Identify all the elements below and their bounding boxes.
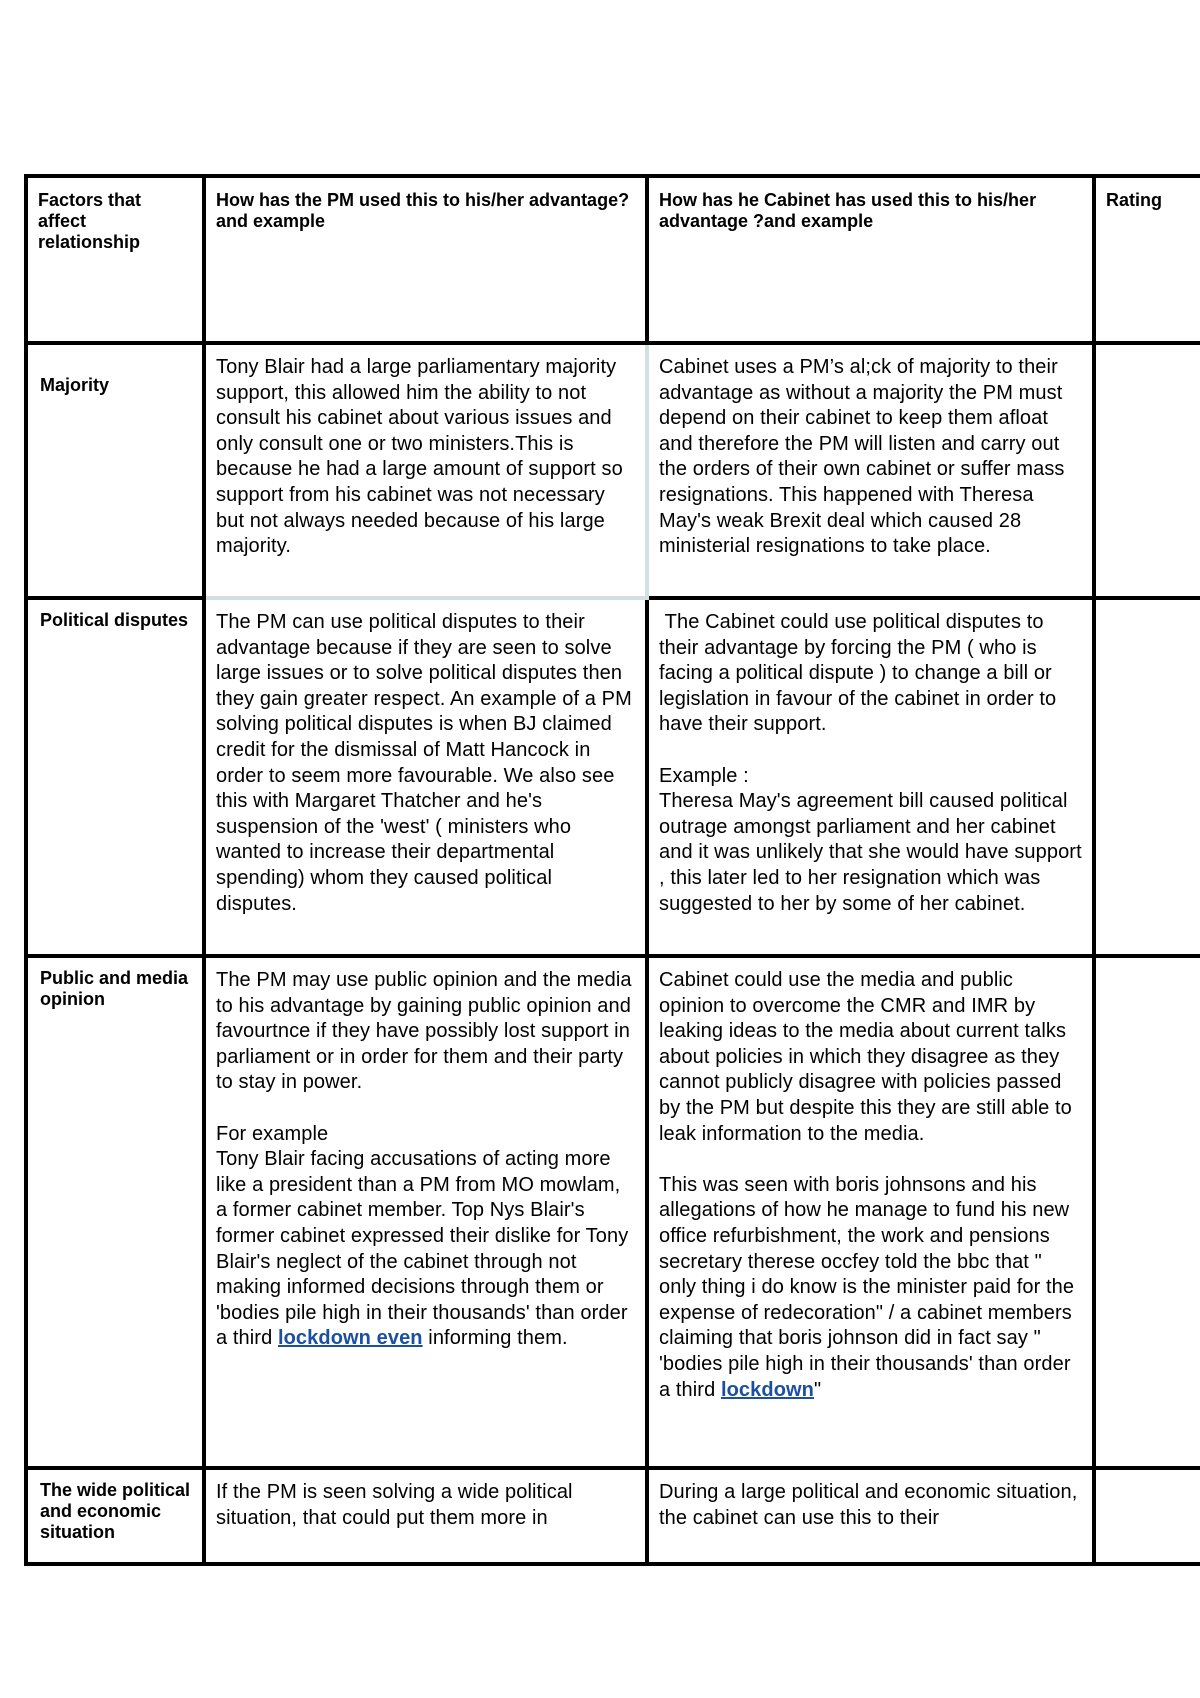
header-factors: Factors that affect relationship [26, 176, 204, 343]
pm-cell: Tony Blair had a large parliamentary majority support, this allowed him the ability to not consult his cabinet about various issues and only consult one or two ministers.This is because he had a large amount of support so support from his cabinet was not necessary but not always needed because of his large majority. [204, 343, 647, 598]
rating-cell [1094, 1468, 1200, 1564]
cabinet-text: Cabinet could use the media and public opinion to overcome the CMR and IMR by leaking ideas to the media about current talks about policies in which they disagree as they cannot publicly disagree with policies passed by the PM but despite this they are still able to leak information to the media. This was seen with boris johnsons and his allegations of how he manage to fund his new office refurbishment, the work and pensions secretary therese occfey told the bbc that " only thing i do know is the minister paid for the expense of redecoration" / a cabinet members claiming that boris johnson did in fact say " 'bodies pile high in their thousands' than order a third [659, 969, 1075, 1401]
lockdown-link[interactable]: lockdown [720, 1378, 814, 1401]
header-rating: Rating [1094, 176, 1200, 343]
pm-text-tail: informing them. [422, 1327, 568, 1350]
rating-cell [1094, 956, 1200, 1468]
table-row-political-disputes [26, 598, 1200, 956]
cabinet-text-tail: " [813, 1378, 822, 1401]
table-row-public-media-opinion [26, 956, 1200, 1468]
header-cabinet-advantage: How has he Cabinet has used this to his/her advantage ?and example [647, 176, 1094, 343]
table-row-majority [26, 343, 1200, 598]
pm-cell: The PM can use political disputes to their advantage because if they are seen to solve large issues or to solve political disputes then they gain greater respect. An example of a PM solving political disputes is when BJ claimed credit for the dismissal of Matt Hancock in order to seem more favourable. We also see this with Margaret Thatcher and he's suspension of the 'west' ( ministers who wanted to increase their departmental spending) whom they caused political disputes. [204, 598, 647, 956]
pm-cell: If the PM is seen solving a wide political situation, that could put them more in [204, 1468, 647, 1564]
rating-cell [1094, 343, 1200, 598]
cabinet-cell: During a large political and economic situation, the cabinet can use this to their [647, 1468, 1094, 1564]
factor-cell: Public and media opinion [26, 956, 204, 1468]
pm-cell [204, 956, 647, 1468]
factor-cell: Majority [26, 343, 204, 598]
header-row [26, 176, 1200, 343]
cabinet-cell [647, 956, 1094, 1468]
cabinet-cell: The Cabinet could use political disputes to their advantage by forcing the PM ( who is facing a political dispute ) to change a bill or legislation in favour of the cabinet in order to have their support. Example : Theresa May's agreement bill caused political outrage amongst parliament and her cabinet and it was unlikely that she would have support , this later led to her resignation which was suggested to her by some of her cabinet. [647, 598, 1094, 956]
rating-cell [1094, 598, 1200, 956]
factors-table [24, 174, 1200, 1566]
header-pm-advantage: How has the PM used this to his/her advantage? and example [204, 176, 647, 343]
lockdown-even-link[interactable]: lockdown even [277, 1327, 423, 1350]
factor-cell: Political disputes [26, 598, 204, 956]
table-row-wide-political-economic [26, 1468, 1200, 1564]
factor-cell: The wide political and economic situation [26, 1468, 204, 1564]
pm-text: The PM may use public opinion and the media to his advantage by gaining public opinion and favourtnce if they have possibly lost support in parliament or in order for them and their party to stay in power. For example Tony Blair facing accusations of acting more like a president than a PM from MO mowlam, a former cabinet member. Top Nys Blair's former cabinet expressed their dislike for Tony Blair's neglect of the cabinet through not making informed decisions through them or 'bodies pile high in their thousands' than order a third [216, 969, 632, 1350]
cabinet-cell: Cabinet uses a PM’s al;ck of majority to their advantage as without a majority the PM must depend on their cabinet to keep them afloat and therefore the PM will listen and carry out the orders of their own cabinet or suffer mass resignations. This happened with Theresa May's weak Brexit deal which caused 28 ministerial resignations to take place. [647, 343, 1094, 598]
